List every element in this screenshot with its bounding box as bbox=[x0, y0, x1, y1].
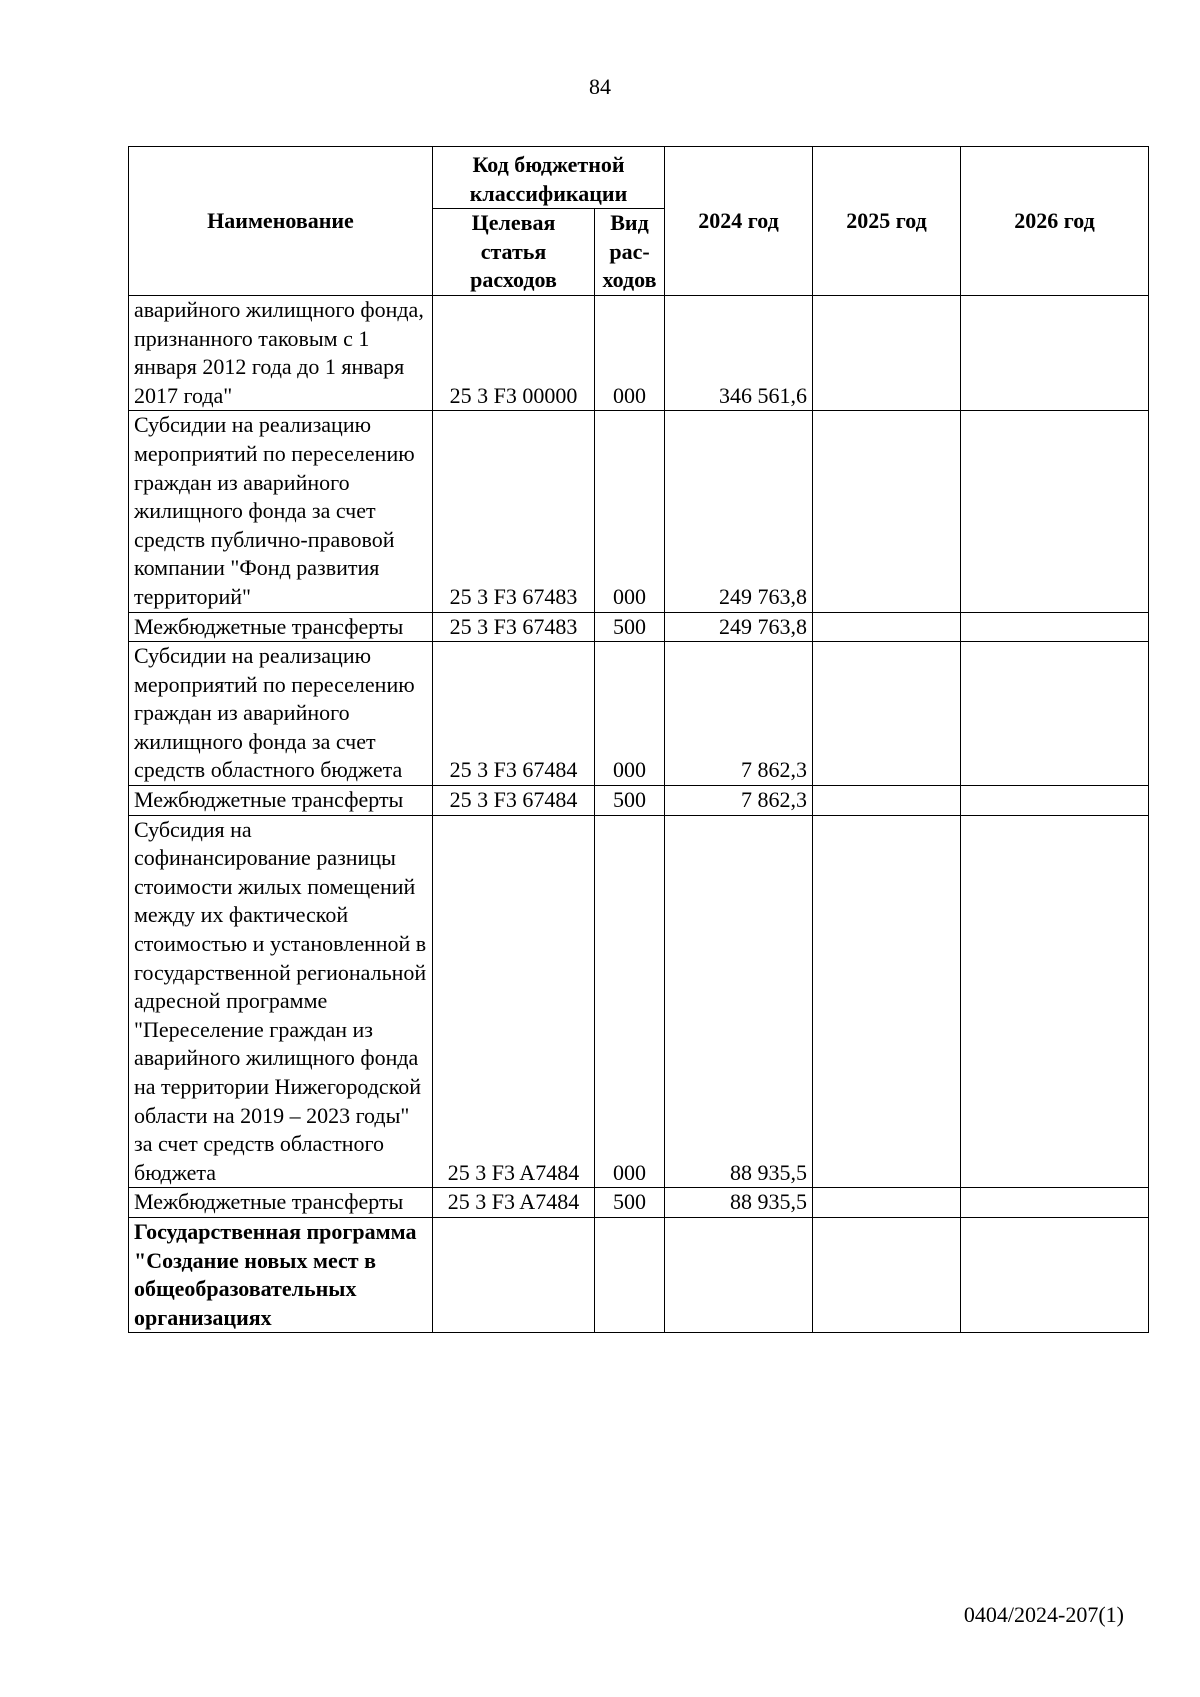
table-row bbox=[129, 295, 1149, 410]
row-expense-kind: 000 bbox=[595, 411, 665, 612]
row-amount-2026 bbox=[961, 411, 1149, 612]
row-name: Субсидии на реализацию мероприятий по переселению граждан из аварийного жилищного фонда за счет средств публично-правовой компании "Фонд развития территорий" bbox=[129, 411, 433, 612]
row-name: Субсидии на реализацию мероприятий по переселению граждан из аварийного жилищного фонда за счет средств областного бюджета bbox=[129, 642, 433, 786]
table-row bbox=[129, 642, 1149, 786]
row-amount-2026 bbox=[961, 295, 1149, 410]
row-amount-2024: 249 763,8 bbox=[665, 612, 813, 642]
row-target-article: 25 3 F3 67484 bbox=[433, 786, 595, 816]
row-name: Субсидия на софинансирование разницы стоимости жилых помещений между их фактической стоимостью и установленной в государственной региональной адресной программе "Переселение граждан из аварийного жилищного фонда на территории Нижегородской области на 2019 – 2023 годы" за счет средств областного бюджета bbox=[129, 815, 433, 1188]
row-amount-2026 bbox=[961, 786, 1149, 816]
row-amount-2026 bbox=[961, 815, 1149, 1188]
table-row bbox=[129, 786, 1149, 816]
row-amount-2025 bbox=[813, 1217, 961, 1332]
row-amount-2025 bbox=[813, 642, 961, 786]
row-expense-kind bbox=[595, 1217, 665, 1332]
row-name: Межбюджетные трансферты bbox=[129, 786, 433, 816]
row-expense-kind: 000 bbox=[595, 642, 665, 786]
row-amount-2025 bbox=[813, 1188, 961, 1218]
table-row bbox=[129, 815, 1149, 1188]
row-target-article: 25 3 F3 67483 bbox=[433, 612, 595, 642]
row-amount-2026 bbox=[961, 1217, 1149, 1332]
page-number: 84 bbox=[589, 74, 611, 99]
footer-document-code: 0404/2024-207(1) bbox=[963, 1602, 1124, 1627]
row-name: Государственная программа "Создание новых мест в общеобразовательных организациях bbox=[129, 1217, 433, 1332]
table-row bbox=[129, 612, 1149, 642]
table-row bbox=[129, 411, 1149, 612]
header-name: Наименование bbox=[129, 147, 433, 296]
row-expense-kind: 000 bbox=[595, 295, 665, 410]
header-2026: 2026 год bbox=[961, 147, 1149, 296]
row-amount-2025 bbox=[813, 786, 961, 816]
header-code-group: Код бюджетной классификации bbox=[433, 147, 665, 209]
row-expense-kind: 500 bbox=[595, 1188, 665, 1218]
row-target-article bbox=[433, 1217, 595, 1332]
row-amount-2026 bbox=[961, 642, 1149, 786]
row-amount-2026 bbox=[961, 1188, 1149, 1218]
row-expense-kind: 500 bbox=[595, 612, 665, 642]
row-amount-2024: 346 561,6 bbox=[665, 295, 813, 410]
table-header bbox=[129, 147, 1149, 296]
row-name: Межбюджетные трансферты bbox=[129, 612, 433, 642]
table-row bbox=[129, 1217, 1149, 1332]
header-2025: 2025 год bbox=[813, 147, 961, 296]
row-name: аварийного жилищного фонда, признанного таковым с 1 января 2012 года до 1 января 2017 года" bbox=[129, 295, 433, 410]
row-amount-2025 bbox=[813, 815, 961, 1188]
row-expense-kind: 500 bbox=[595, 786, 665, 816]
row-amount-2024: 88 935,5 bbox=[665, 1188, 813, 1218]
row-name: Межбюджетные трансферты bbox=[129, 1188, 433, 1218]
row-target-article: 25 3 F3 00000 bbox=[433, 295, 595, 410]
row-target-article: 25 3 F3 67483 bbox=[433, 411, 595, 612]
table-body bbox=[129, 295, 1149, 1332]
row-target-article: 25 3 F3 A7484 bbox=[433, 1188, 595, 1218]
row-amount-2025 bbox=[813, 612, 961, 642]
row-amount-2024: 249 763,8 bbox=[665, 411, 813, 612]
header-target: Целевая статья расходов bbox=[433, 209, 595, 296]
row-amount-2024: 88 935,5 bbox=[665, 815, 813, 1188]
row-amount-2025 bbox=[813, 295, 961, 410]
header-2024: 2024 год bbox=[665, 147, 813, 296]
budget-table bbox=[128, 146, 1149, 1333]
row-amount-2025 bbox=[813, 411, 961, 612]
row-amount-2024: 7 862,3 bbox=[665, 786, 813, 816]
row-amount-2026 bbox=[961, 612, 1149, 642]
row-target-article: 25 3 F3 67484 bbox=[433, 642, 595, 786]
row-target-article: 25 3 F3 A7484 bbox=[433, 815, 595, 1188]
table-row bbox=[129, 1188, 1149, 1218]
row-amount-2024 bbox=[665, 1217, 813, 1332]
header-kind: Вид рас-ходов bbox=[595, 209, 665, 296]
row-amount-2024: 7 862,3 bbox=[665, 642, 813, 786]
row-expense-kind: 000 bbox=[595, 815, 665, 1188]
